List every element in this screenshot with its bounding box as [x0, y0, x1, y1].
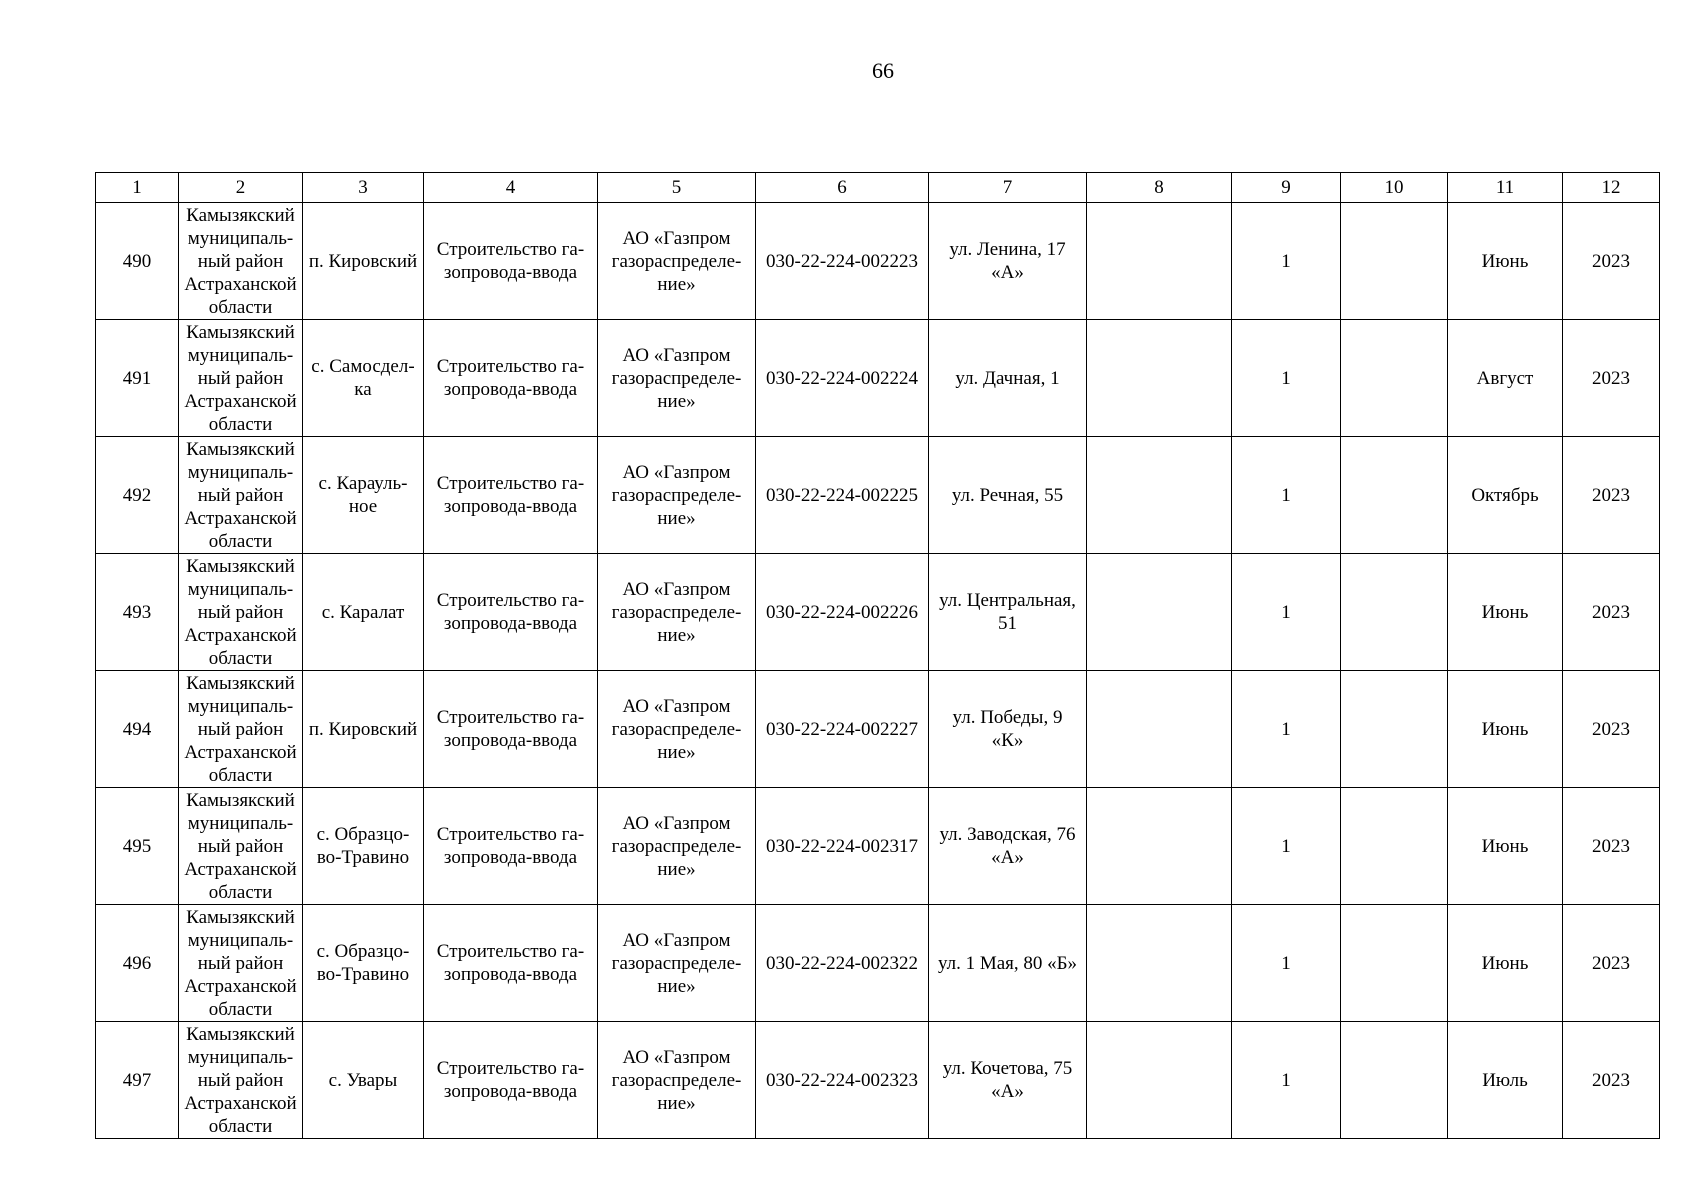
gas-connection-register-table: [95, 172, 1660, 1139]
column-8-cell: [1087, 203, 1232, 320]
column-8-cell: [1087, 554, 1232, 671]
district-cell: Камызякский муниципаль- ный район Астраханской области: [179, 320, 303, 437]
column-10-cell: [1341, 203, 1448, 320]
month-cell: Июнь: [1448, 203, 1563, 320]
row-number-cell: 497: [96, 1022, 179, 1139]
row-number-cell: 492: [96, 437, 179, 554]
year-cell: 2023: [1563, 905, 1660, 1022]
address-cell: ул. Центральная, 51: [929, 554, 1087, 671]
year-cell: 2023: [1563, 203, 1660, 320]
header-cell: 8: [1087, 173, 1232, 203]
column-8-cell: [1087, 905, 1232, 1022]
operator-cell: АО «Газпром газораспределе- ние»: [598, 671, 756, 788]
settlement-cell: с. Увары: [303, 1022, 424, 1139]
count-cell: 1: [1232, 905, 1341, 1022]
address-cell: ул. Заводская, 76 «А»: [929, 788, 1087, 905]
column-10-cell: [1341, 1022, 1448, 1139]
column-10-cell: [1341, 437, 1448, 554]
row-number-cell: 496: [96, 905, 179, 1022]
district-cell: Камызякский муниципаль- ный район Астраханской области: [179, 905, 303, 1022]
header-cell: 10: [1341, 173, 1448, 203]
header-cell: 2: [179, 173, 303, 203]
table-row: [96, 788, 1660, 905]
header-cell: 4: [424, 173, 598, 203]
year-cell: 2023: [1563, 554, 1660, 671]
operator-cell: АО «Газпром газораспределе- ние»: [598, 437, 756, 554]
object-code-cell: 030-22-224-002323: [756, 1022, 929, 1139]
header-cell: 9: [1232, 173, 1341, 203]
table-row: [96, 1022, 1660, 1139]
month-cell: Август: [1448, 320, 1563, 437]
work-type-cell: Строительство га- зопровода-ввода: [424, 437, 598, 554]
table-row: [96, 203, 1660, 320]
district-cell: Камызякский муниципаль- ный район Астраханской области: [179, 437, 303, 554]
count-cell: 1: [1232, 437, 1341, 554]
column-10-cell: [1341, 788, 1448, 905]
column-8-cell: [1087, 788, 1232, 905]
row-number-cell: 494: [96, 671, 179, 788]
object-code-cell: 030-22-224-002322: [756, 905, 929, 1022]
settlement-cell: п. Кировский: [303, 203, 424, 320]
district-cell: Камызякский муниципаль- ный район Астраханской области: [179, 554, 303, 671]
table-row: [96, 437, 1660, 554]
count-cell: 1: [1232, 671, 1341, 788]
table-row: [96, 905, 1660, 1022]
operator-cell: АО «Газпром газораспределе- ние»: [598, 554, 756, 671]
month-cell: Июнь: [1448, 788, 1563, 905]
column-number-header-row: [96, 173, 1660, 203]
count-cell: 1: [1232, 788, 1341, 905]
column-10-cell: [1341, 905, 1448, 1022]
work-type-cell: Строительство га- зопровода-ввода: [424, 671, 598, 788]
district-cell: Камызякский муниципаль- ный район Астраханской области: [179, 671, 303, 788]
object-code-cell: 030-22-224-002226: [756, 554, 929, 671]
address-cell: ул. Кочетова, 75 «А»: [929, 1022, 1087, 1139]
table-row: [96, 671, 1660, 788]
year-cell: 2023: [1563, 1022, 1660, 1139]
work-type-cell: Строительство га- зопровода-ввода: [424, 320, 598, 437]
count-cell: 1: [1232, 1022, 1341, 1139]
column-8-cell: [1087, 671, 1232, 788]
count-cell: 1: [1232, 320, 1341, 437]
column-10-cell: [1341, 554, 1448, 671]
header-cell: 7: [929, 173, 1087, 203]
year-cell: 2023: [1563, 671, 1660, 788]
count-cell: 1: [1232, 203, 1341, 320]
count-cell: 1: [1232, 554, 1341, 671]
object-code-cell: 030-22-224-002227: [756, 671, 929, 788]
month-cell: Октябрь: [1448, 437, 1563, 554]
header-cell: 11: [1448, 173, 1563, 203]
work-type-cell: Строительство га- зопровода-ввода: [424, 203, 598, 320]
row-number-cell: 490: [96, 203, 179, 320]
work-type-cell: Строительство га- зопровода-ввода: [424, 905, 598, 1022]
operator-cell: АО «Газпром газораспределе- ние»: [598, 905, 756, 1022]
header-cell: 5: [598, 173, 756, 203]
row-number-cell: 493: [96, 554, 179, 671]
month-cell: Июль: [1448, 1022, 1563, 1139]
column-8-cell: [1087, 437, 1232, 554]
address-cell: ул. Ленина, 17 «А»: [929, 203, 1087, 320]
year-cell: 2023: [1563, 437, 1660, 554]
operator-cell: АО «Газпром газораспределе- ние»: [598, 320, 756, 437]
page-number: 66: [872, 58, 894, 83]
settlement-cell: с. Образцо- во-Травино: [303, 905, 424, 1022]
object-code-cell: 030-22-224-002317: [756, 788, 929, 905]
month-cell: Июнь: [1448, 671, 1563, 788]
settlement-cell: с. Самосдел-ка: [303, 320, 424, 437]
settlement-cell: с. Образцо- во-Травино: [303, 788, 424, 905]
table-row: [96, 320, 1660, 437]
header-cell: 3: [303, 173, 424, 203]
column-10-cell: [1341, 671, 1448, 788]
year-cell: 2023: [1563, 320, 1660, 437]
address-cell: ул. Дачная, 1: [929, 320, 1087, 437]
header-cell: 6: [756, 173, 929, 203]
work-type-cell: Строительство га- зопровода-ввода: [424, 554, 598, 671]
settlement-cell: с. Каралат: [303, 554, 424, 671]
address-cell: ул. Речная, 55: [929, 437, 1087, 554]
object-code-cell: 030-22-224-002224: [756, 320, 929, 437]
district-cell: Камызякский муниципаль- ный район Астраханской области: [179, 788, 303, 905]
object-code-cell: 030-22-224-002225: [756, 437, 929, 554]
district-cell: Камызякский муниципаль- ный район Астраханской области: [179, 1022, 303, 1139]
work-type-cell: Строительство га- зопровода-ввода: [424, 1022, 598, 1139]
year-cell: 2023: [1563, 788, 1660, 905]
address-cell: ул. 1 Мая, 80 «Б»: [929, 905, 1087, 1022]
settlement-cell: п. Кировский: [303, 671, 424, 788]
district-cell: Камызякский муниципаль- ный район Астраханской области: [179, 203, 303, 320]
column-10-cell: [1341, 320, 1448, 437]
header-cell: 12: [1563, 173, 1660, 203]
settlement-cell: с. Карауль-ное: [303, 437, 424, 554]
operator-cell: АО «Газпром газораспределе- ние»: [598, 203, 756, 320]
table-row: [96, 554, 1660, 671]
row-number-cell: 495: [96, 788, 179, 905]
operator-cell: АО «Газпром газораспределе- ние»: [598, 1022, 756, 1139]
row-number-cell: 491: [96, 320, 179, 437]
work-type-cell: Строительство га- зопровода-ввода: [424, 788, 598, 905]
column-8-cell: [1087, 1022, 1232, 1139]
month-cell: Июнь: [1448, 905, 1563, 1022]
operator-cell: АО «Газпром газораспределе- ние»: [598, 788, 756, 905]
column-8-cell: [1087, 320, 1232, 437]
header-cell: 1: [96, 173, 179, 203]
table-body: [96, 173, 1660, 1139]
address-cell: ул. Победы, 9 «К»: [929, 671, 1087, 788]
object-code-cell: 030-22-224-002223: [756, 203, 929, 320]
month-cell: Июнь: [1448, 554, 1563, 671]
